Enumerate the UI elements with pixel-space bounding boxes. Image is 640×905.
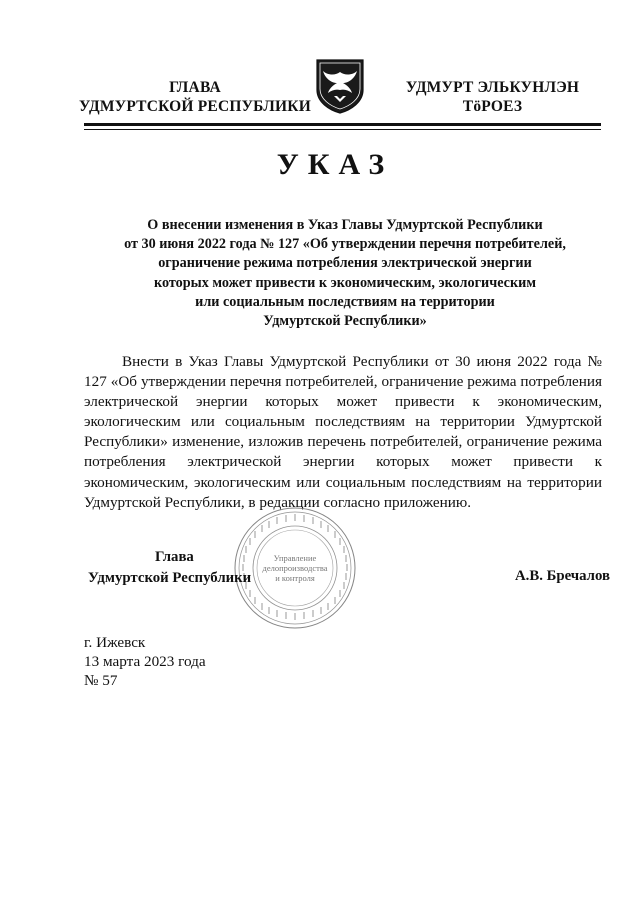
issuer-header-udmurt-line1: УДМУРТ ЭЛЬКУНЛЭН [405,79,580,96]
subject-line: или социальным последствиям на территории [195,293,495,310]
stamp-line2: делопроизводства [262,563,328,573]
document-title: УКАЗ [276,148,394,181]
document-body-paragraph: Внести в Указ Главы Удмуртской Республики от 30 июня 2022 года № 127 «Об утверждении перечня потребителей, ограничение режима потребления электрической энергии которых может привести к экономическим, экологическим или социальным последствиям на территории Удмуртской Республики» изменение, изложив перечень потребителей, ограничение режима потребления электрической энергии которых может привести к экономическим, экологическим или социальным последствиям на территории Удмуртской Республики, в редакции согласно приложению. [84,353,602,511]
subject-line: О внесении изменения в Указ Главы Удмуртской Республики [147,217,543,233]
document-footer [84,633,284,690]
subject-line: от 30 июня 2022 года № 127 «Об утверждении перечня потребителей, [124,236,566,253]
footer-city: г. Ижевск [84,634,146,651]
signatory-title-line2: Удмуртской Республики [88,570,252,586]
stamp-line3: и контроля [275,573,315,583]
issuer-header-russian [70,78,320,116]
issuer-header-line2: УДМУРТСКОЙ РЕСПУБЛИКИ [79,98,311,115]
signatory-title-line1: Глава [155,549,194,565]
signatory-title [88,547,288,589]
subject-line: Удмуртской Республики» [263,313,427,330]
subject-line: ограничение режима потребления электрической энергии [158,255,532,272]
issuer-header-udmurt [395,78,590,116]
header-rule-thick [84,123,601,126]
footer-date: 13 марта 2023 года [84,653,206,670]
issuer-header-line1: ГЛАВА [169,79,221,96]
document-subject [100,216,590,331]
signatory-name: А.В. Бречалов [514,568,610,584]
udmurt-coat-of-arms-icon [313,56,367,114]
header-rule-thin [84,129,601,130]
subject-line: которых может привести к экономическим, экологическим [154,274,536,291]
issuer-header-udmurt-line2: ТӧРОЕЗ [462,98,523,115]
footer-number: № 57 [84,672,118,689]
stamp-line1: Управление [273,553,317,563]
